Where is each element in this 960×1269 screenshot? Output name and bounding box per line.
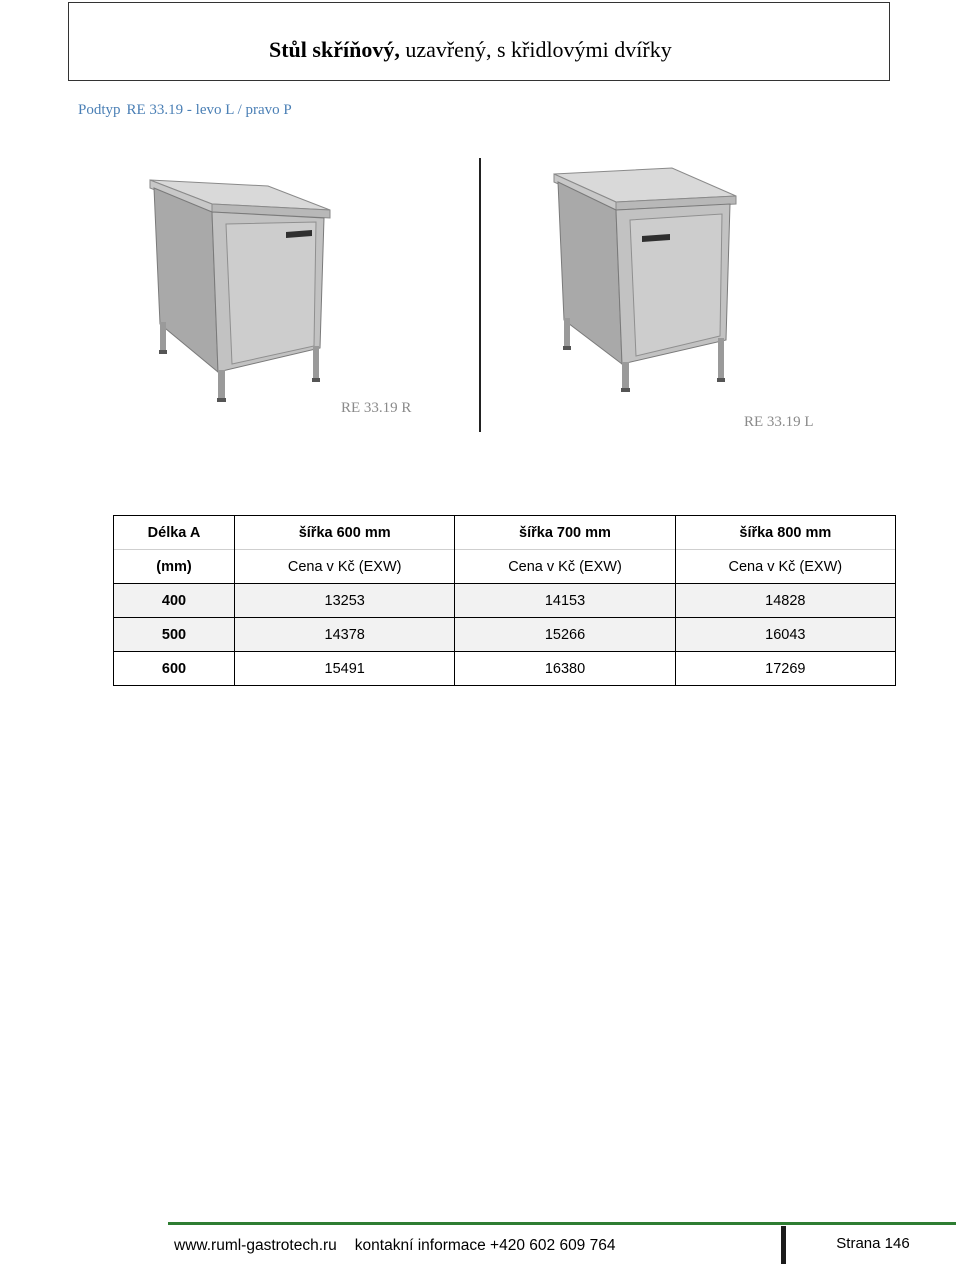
vertical-divider bbox=[479, 158, 481, 432]
table-cell: 13253 bbox=[235, 584, 455, 618]
table-header-cell: (mm) bbox=[114, 550, 235, 584]
table-cell: 14153 bbox=[455, 584, 675, 618]
cabinet-illustration bbox=[550, 164, 740, 394]
table-row bbox=[114, 652, 896, 686]
table-header-cell: Cena v Kč (EXW) bbox=[455, 550, 675, 584]
table-header-cell: Cena v Kč (EXW) bbox=[675, 550, 895, 584]
table-cell: 400 bbox=[114, 584, 235, 618]
table-cell: 16043 bbox=[675, 618, 895, 652]
table-cell: 500 bbox=[114, 618, 235, 652]
table-header-cell: šířka 700 mm bbox=[455, 516, 675, 550]
footer-website-link[interactable]: www.ruml-gastrotech.ru bbox=[174, 1237, 337, 1254]
cabinet-illustration bbox=[148, 176, 333, 406]
footer-accent-line bbox=[168, 1222, 956, 1225]
subtype-code: RE 33.19 - levo L / pravo P bbox=[126, 102, 292, 118]
table-subheader-row bbox=[114, 550, 896, 584]
table-cell: 14378 bbox=[235, 618, 455, 652]
page-number: Strana 146 bbox=[836, 1235, 910, 1252]
table-header-cell: Délka A bbox=[114, 516, 235, 550]
footer-separator bbox=[781, 1226, 786, 1264]
table-row bbox=[114, 618, 896, 652]
price-table bbox=[113, 515, 896, 686]
product-image-r bbox=[148, 176, 333, 406]
footer-contact-info: kontakní informace +420 602 609 764 bbox=[354, 1237, 616, 1254]
table-header-cell: šířka 800 mm bbox=[675, 516, 895, 550]
product-image-l bbox=[550, 164, 740, 394]
title-box bbox=[68, 2, 890, 81]
table-cell: 14828 bbox=[675, 584, 895, 618]
table-header-cell: Cena v Kč (EXW) bbox=[235, 550, 455, 584]
table-cell: 17269 bbox=[675, 652, 895, 686]
table-cell: 15266 bbox=[455, 618, 675, 652]
title-rest: uzavřený, s křidlovými dvířky bbox=[405, 37, 672, 62]
table-cell: 16380 bbox=[455, 652, 675, 686]
caption-r: RE 33.19 R bbox=[341, 400, 412, 416]
table-cell: 600 bbox=[114, 652, 235, 686]
footer-contact bbox=[168, 1230, 780, 1262]
title-bold: Stůl skříňový, bbox=[269, 37, 400, 62]
subtype-line bbox=[78, 102, 292, 119]
table-header-cell: šířka 600 mm bbox=[235, 516, 455, 550]
page-title bbox=[269, 37, 672, 63]
table-cell: 15491 bbox=[235, 652, 455, 686]
table-row bbox=[114, 584, 896, 618]
caption-l: RE 33.19 L bbox=[744, 414, 814, 430]
table-header-row bbox=[114, 516, 896, 550]
subtype-label: Podtyp bbox=[78, 102, 121, 118]
